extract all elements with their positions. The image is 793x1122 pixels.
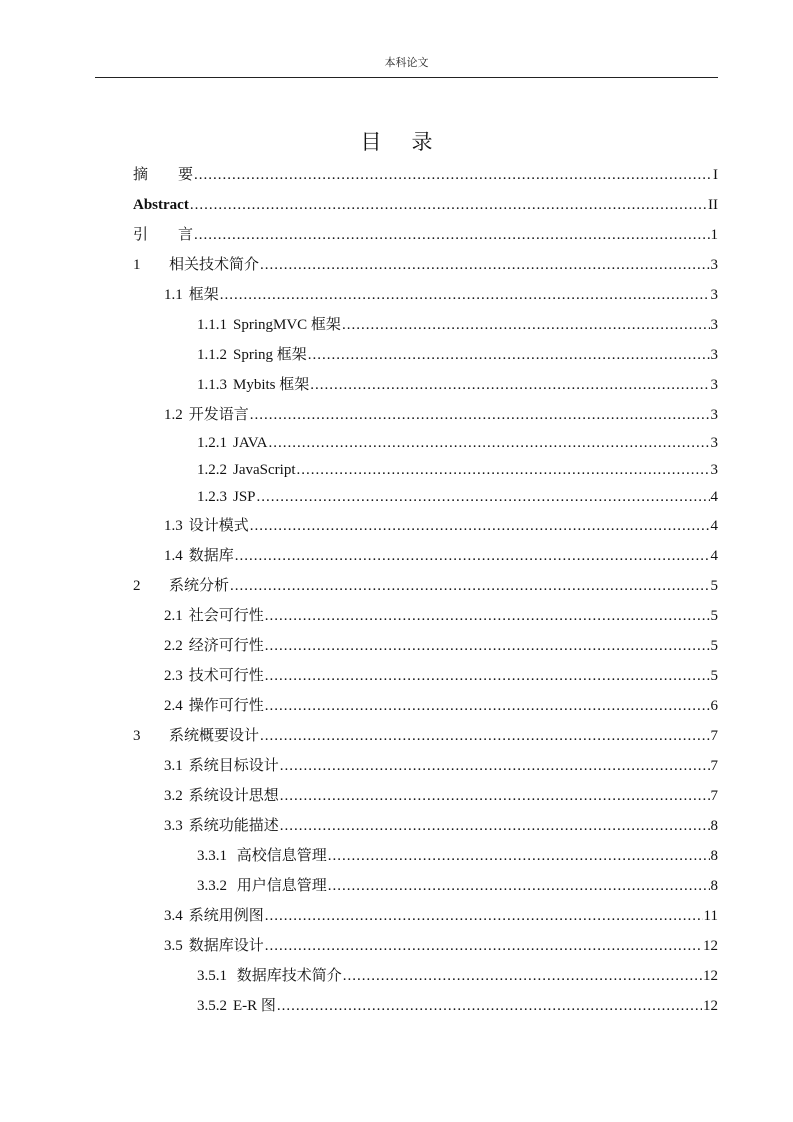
toc-entry-page: 11 [703,908,718,924]
toc-entry-page: 4 [710,489,718,505]
dot-leader [328,871,710,901]
toc-entry-number: 1.3 [164,518,183,534]
toc-entry[interactable] [133,457,718,484]
toc-entry-label: 数据库技术简介 [233,968,342,984]
toc-entry-number: 2.2 [164,638,183,654]
toc-entry-label: JSP [233,489,256,505]
toc-entry-label: SpringMVC 框架 [233,317,341,333]
toc-entry-page: 7 [710,758,718,774]
toc-entry[interactable] [133,841,718,871]
toc-entry-label: 系统功能描述 [188,818,279,834]
toc-entry[interactable] [133,631,718,661]
dot-leader [260,250,709,280]
toc-entry-number: 1.2 [164,407,183,423]
toc-entry-title [197,310,341,340]
toc-entry-page: 7 [710,728,718,744]
toc-entry-number: 3.1 [164,758,183,774]
toc-entry[interactable] [133,340,718,370]
toc-entry-label: 高校信息管理 [233,848,327,864]
toc-entry[interactable] [133,220,718,250]
toc-entry-label: 系统用例图 [188,908,264,924]
toc-entry-page: 7 [710,788,718,804]
toc-entry[interactable] [133,931,718,961]
toc-title-left: 目 [360,130,382,154]
toc-entry-page: 12 [703,998,718,1014]
dot-leader [265,661,710,691]
toc-entry-page: 5 [710,608,718,624]
toc-entry-title [164,631,264,661]
toc-entry[interactable] [133,961,718,991]
toc-entry-label: 社会可行性 [188,608,264,624]
toc-entry-page: 12 [703,938,718,954]
toc-entry-number: 1.4 [164,548,183,564]
dot-leader [280,781,710,811]
toc-entry[interactable] [133,691,718,721]
toc-entry-title [133,721,259,751]
dot-leader [265,931,702,961]
toc-entry-label: 系统分析 [169,578,230,594]
toc-entry-page: 3 [710,317,718,333]
toc-entry-page: 6 [710,698,718,714]
toc-entry-title [197,430,267,457]
toc-entry-title [197,484,256,511]
toc-entry-label: 经济可行性 [188,638,264,654]
toc-entry[interactable] [133,250,718,280]
toc-entry[interactable] [133,901,718,931]
toc-entry[interactable] [133,370,718,400]
dot-leader [265,901,703,931]
toc-entry-label: 开发语言 [188,407,249,423]
toc-entry-label: 用户信息管理 [233,878,327,894]
toc-entry-title [133,250,259,280]
dot-leader [265,691,710,721]
toc-entry-page: 3 [710,257,718,273]
toc-entry-number: 3 [133,728,141,744]
toc-entry-label: JavaScript [233,462,296,478]
toc-entry-number: 2.3 [164,668,183,684]
toc-entry-title [164,901,264,931]
toc-entry-number: 3.5 [164,938,183,954]
toc-entry[interactable] [133,871,718,901]
toc-entry-title [164,601,264,631]
toc-entry-title [164,811,279,841]
toc-entry-title [164,541,234,571]
toc-entry-label: Spring 框架 [233,347,307,363]
toc-entry-label: 设计模式 [188,518,249,534]
toc-entry-page: 3 [710,377,718,393]
toc-entry-page: 3 [710,407,718,423]
toc-entry-title [133,220,193,250]
toc-entry-number: 3.3.2 [197,878,227,894]
toc-entry-title [164,751,279,781]
dot-leader [260,721,709,751]
header-title: 本科论文 [384,57,429,69]
dot-leader [265,601,710,631]
dot-leader [250,511,710,541]
dot-leader [265,631,710,661]
toc-entry-number: 3.3 [164,818,183,834]
toc-entry[interactable] [133,721,718,751]
toc-entry-number: 1.2.3 [197,489,227,505]
toc-entry-title [197,991,276,1021]
dot-leader [194,160,712,190]
toc-entry-label: 引 言 [133,227,194,243]
toc-entry-number: 1.1.2 [197,347,227,363]
toc-entry-number: 1.1.3 [197,377,227,393]
toc-entry[interactable] [133,601,718,631]
toc-entry[interactable] [133,400,718,430]
toc-entry-page: 12 [703,968,718,984]
toc-entry-label: 技术可行性 [188,668,264,684]
toc-title [0,126,793,156]
table-of-contents [133,160,718,1021]
toc-entry-page: 3 [710,347,718,363]
toc-entry-title [164,400,249,430]
dot-leader [230,571,709,601]
toc-entry-page: 5 [710,578,718,594]
toc-entry-label: 数据库 [188,548,234,564]
toc-entry-title [133,571,229,601]
toc-entry[interactable] [133,160,718,190]
toc-entry[interactable] [133,430,718,457]
dot-leader [190,190,707,220]
toc-entry-page: II [708,197,718,213]
toc-entry[interactable] [133,190,718,220]
toc-entry-label: 系统设计思想 [188,788,279,804]
dot-leader [328,841,710,871]
toc-entry-title [164,511,249,541]
dot-leader [220,280,710,310]
toc-entry-title [197,961,342,991]
dot-leader [310,370,709,400]
toc-entry-label: 系统概要设计 [169,728,260,744]
toc-entry-page: 8 [710,878,718,894]
toc-entry-title [197,871,327,901]
header-divider [95,77,718,78]
toc-entry-number: 1.2.1 [197,435,227,451]
toc-entry-label: Mybits 框架 [233,377,310,393]
page-header [95,54,718,78]
toc-entry-label: 摘 要 [133,167,194,183]
toc-entry-page: 8 [710,848,718,864]
toc-entry-number: 2 [133,578,141,594]
toc-entry-number: 3.2 [164,788,183,804]
toc-entry-number: 3.5.2 [197,998,227,1014]
toc-entry-title [197,841,327,871]
toc-entry-page: I [713,167,718,183]
dot-leader [277,991,702,1021]
dot-leader [235,541,710,571]
dot-leader [257,484,710,511]
toc-entry-number: 1 [133,257,141,273]
toc-entry-page: 5 [710,668,718,684]
toc-entry-number: 1.1 [164,287,183,303]
toc-entry-title [164,280,219,310]
toc-entry-number: 1.1.1 [197,317,227,333]
toc-entry-number: 2.1 [164,608,183,624]
toc-entry-title [197,340,307,370]
toc-entry-title [164,781,279,811]
toc-entry[interactable] [133,541,718,571]
dot-leader [308,340,710,370]
toc-entry-label: E-R 图 [233,998,276,1014]
toc-entry-label: JAVA [233,435,268,451]
toc-entry-label: 相关技术简介 [169,257,260,273]
toc-entry[interactable] [133,571,718,601]
dot-leader [280,751,710,781]
toc-entry-page: 3 [710,462,718,478]
dot-leader [268,430,709,457]
toc-entry-number: 3.4 [164,908,183,924]
toc-entry-title [133,190,189,220]
toc-entry-page: 5 [710,638,718,654]
toc-entry-label: 操作可行性 [188,698,264,714]
toc-entry[interactable] [133,811,718,841]
toc-entry-label: 框架 [188,287,219,303]
toc-entry-label: 系统目标设计 [188,758,279,774]
toc-entry-title [197,370,309,400]
toc-entry-page: 3 [710,435,718,451]
dot-leader [250,400,710,430]
toc-entry-page: 4 [710,548,718,564]
toc-entry-title [164,661,264,691]
toc-entry[interactable] [133,781,718,811]
toc-title-right: 录 [411,130,433,154]
toc-entry-page: 3 [710,287,718,303]
toc-entry-number: 2.4 [164,698,183,714]
toc-entry[interactable] [133,310,718,340]
dot-leader [296,457,709,484]
toc-entry-title [133,160,193,190]
toc-entry-number: 3.3.1 [197,848,227,864]
toc-entry[interactable] [133,661,718,691]
dot-leader [194,220,709,250]
toc-entry-title [197,457,295,484]
toc-entry-title [164,931,264,961]
dot-leader [342,310,710,340]
toc-entry[interactable] [133,511,718,541]
dot-leader [280,811,710,841]
toc-entry-number: 3.5.1 [197,968,227,984]
toc-entry-label: Abstract [133,197,189,213]
toc-entry-label: 数据库设计 [188,938,264,954]
toc-entry[interactable] [133,991,718,1021]
toc-entry-page: 8 [710,818,718,834]
toc-entry-number: 1.2.2 [197,462,227,478]
toc-entry-title [164,691,264,721]
toc-entry[interactable] [133,751,718,781]
toc-entry-page: 1 [710,227,718,243]
toc-entry-page: 4 [710,518,718,534]
toc-entry[interactable] [133,280,718,310]
dot-leader [343,961,702,991]
toc-entry[interactable] [133,484,718,511]
